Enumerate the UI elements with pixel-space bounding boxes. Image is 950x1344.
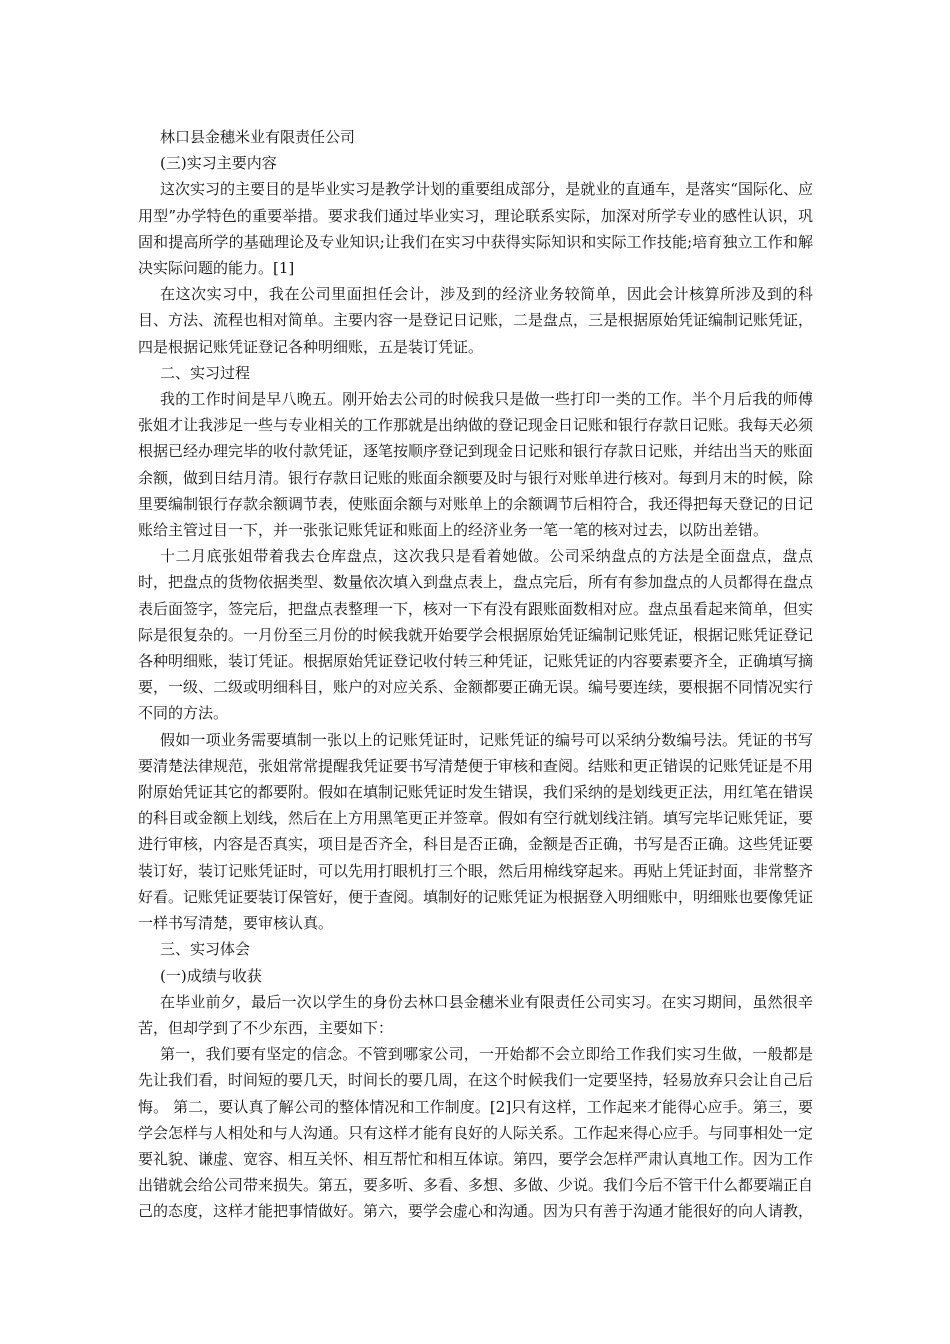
paragraph-work-time: 我的工作时间是早八晚五。刚开始去公司的时候我只是做一些打印一类的工作。半个月后我的师傅张姐才让我涉足一些与专业相关的工作那就是出纳做的登记现金日记账和银行存款日记账。我每天必须根据已经办理完毕的收付款凭证，逐笔按顺序登记到现金日记账和银行存款日记账，并结出当天的账面余额，做到日结月清。银行存款日记账的账面余额要及时与银行对账单进行核对。每到月末的时候，除里要编制银行存款余额调节表，使账面余额与对账单上的余额调节后相符合，我还得把每天登记的日记账给主管过目一下，并一张张记账凭证和账面上的经济业务一笔一笔的核对过去，以防出差错。 (138, 390, 814, 540)
subsection-heading-results: (一)成绩与收获 (160, 966, 262, 985)
paragraph-inventory: 十二月底张姐带着我去仓库盘点，这次我只是看着她做。公司采纳盘点的方法是全面盘点，盘点时，把盘点的货物依据类型、数量依次填入到盘点表上，盘点完后，所有有参加盘点的人员都得在盘点表后面签字，签完后，把盘点表整理一下，核对一下有没有跟账面数相对应。盘点虽看起来简单，但实际是很复杂的。一月份至三月份的时候我就开始要学会根据原始凭证编制记账凭证，根据记账凭证登记各种明细账，装订凭证。根据原始凭证登记收付转三种凭证，记账凭证的内容要素要齐全，正确填写摘要，一级、二级或明细科目，账户的对应关系、金额都要正确无误。编号要连续，要根据不同情况实行不同的方法。 (138, 547, 814, 723)
section-heading-process: 二、实习过程 (160, 363, 251, 382)
paragraph-vouchers: 假如一项业务需要填制一张以上的记账凭证时，记账凭证的编号可以采纳分数编号法。凭证的书写要清楚法律规范，张姐常常提醒我凭证要书写清楚便于审核和查阅。结账和更正错误的记账凭证是不用附原始凭证其它的都要附。假如在填制记账凭证时发生错误，我们采纳的是划线更正法，用红笔在错误的科目或金额上划线，然后在上方用黑笔更正并签章。假如有空行就划线注销。填写完毕记账凭证，要进行审核，内容是否真实，项目是否齐全，科目是否正确，金额是否正确，书写是否正确。这些凭证要装订好，装订记账凭证时，可以先用打眼机打三个眼，然后用棉线穿起来。再贴上凭证封面，非常整齐好看。记账凭证要装订保管好，便于查阅。填制好的记账凭证为根据登入明细账中，明细账也要像凭证一样书写清楚，要审核认真。 (138, 730, 814, 933)
paragraph-purpose: 这次实习的主要目的是毕业实习是教学计划的重要组成部分，是就业的直通车，是落实“国际化、应用型”办学特色的重要举措。要求我们通过毕业实习，理论联系实际，加深对所学专业的感性认识，巩固和提高所学的基础理论及专业知识;让我们在实习中获得实际知识和实际工作技能;培育独立工作和解决实际问题的能力。[1] (138, 180, 813, 278)
document-page (138, 124, 813, 1225)
company-name-line: 林口县金穗米业有限责任公司 (160, 128, 356, 146)
section-heading-experience: 三、实习体会 (160, 940, 251, 959)
paragraph-intro: 在毕业前夕，最后一次以学生的身份去林口县金穗米业有限责任公司实习。在实习期间，虽然很辛苦，但却学到了不少东西，主要如下： (138, 992, 813, 1037)
paragraph-lessons: 第一，我们要有坚定的信念。不管到哪家公司，一开始都不会立即给工作我们实习生做，一般都是先让我们看，时间短的要几天，时间长的要几周，在这个时候我们一定要坚持，轻易放弃只会让自己后悔。 第二，要认真了解公司的整体情况和工作制度。[2]只有这样，工作起来才能得心应手。第三，要学会怎样与人相处和与人沟通。只有这样才能有良好的人际关系。工作起来得心应手。与同事相处一定要礼貌、谦虚、宽容、相互关怀、相互帮忙和相互体谅。第四，要学会怎样严肃认真地工作。因为工作出错就会给公司带来损失。第五，要多听、多看、多想、多做、少说。我们今后不管干什么都要端正自己的态度，这样才能把事情做好。第六，要学会虚心和沟通。因为只有善于沟通才能很好的向人请教， (138, 1045, 814, 1221)
section-heading-content: (三)实习主要内容 (160, 154, 277, 173)
paragraph-content: 在这次实习中，我在公司里面担任会计，涉及到的经济业务较简单，因此会计核算所涉及到的科目、方法、流程也相对简单。主要内容一是登记日记账，二是盘点，三是根据原始凭证编制记账凭证，四是根据记账凭证登记各种明细账，五是装订凭证。 (138, 285, 814, 356)
